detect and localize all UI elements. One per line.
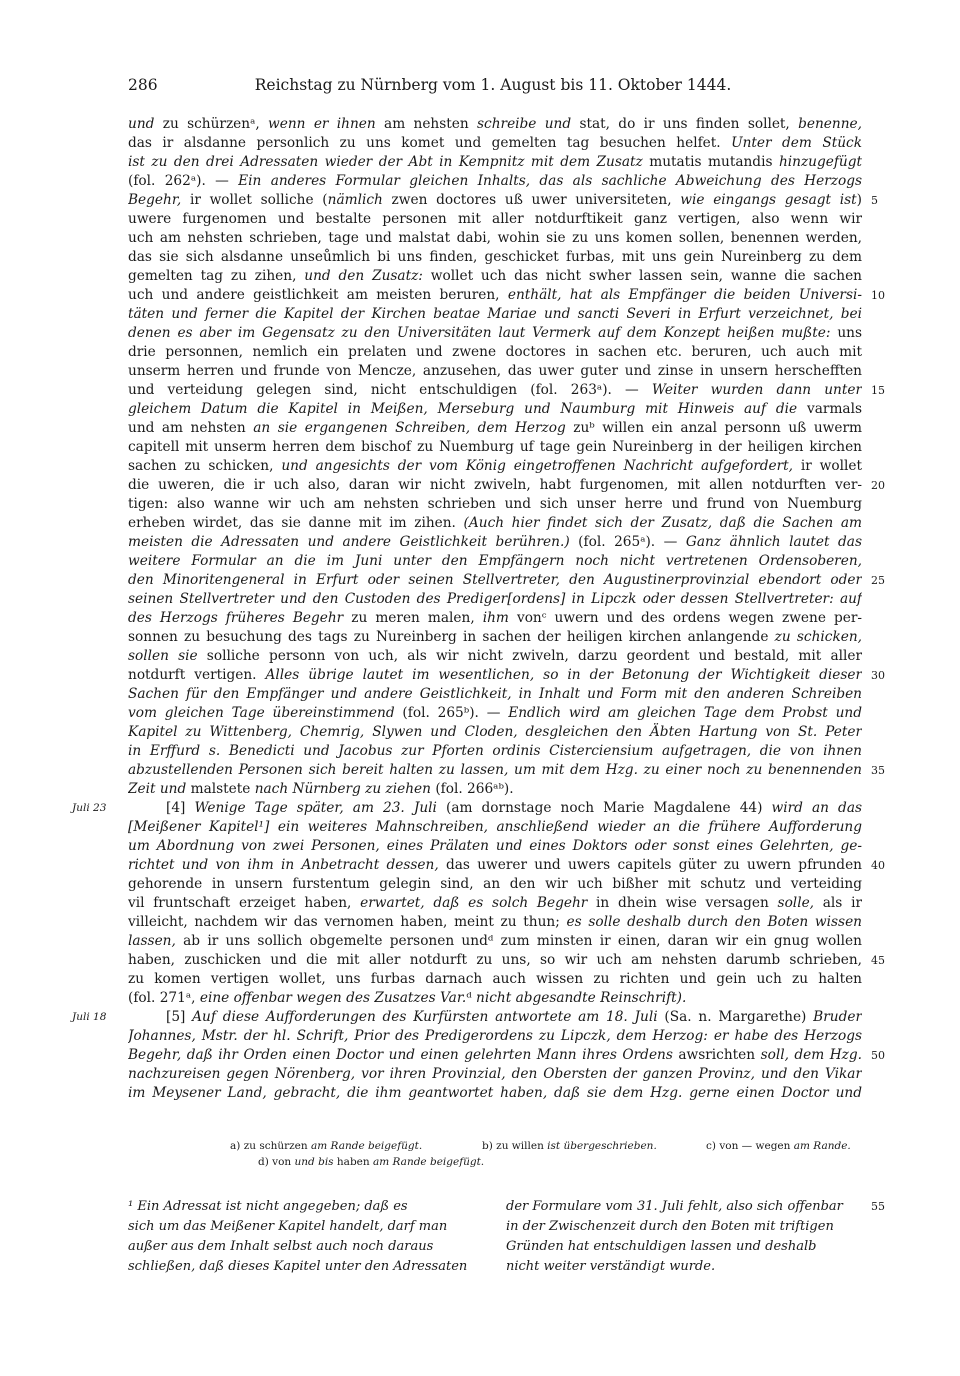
text-run: eine offenbar wegen des Zusatzes Var. <box>199 990 467 1006</box>
text-run: ᶜ <box>541 610 547 626</box>
text-run: vil fruntschaft erzeiget haben, <box>128 895 361 911</box>
text-line <box>128 818 862 837</box>
text-line <box>128 495 862 514</box>
text-run: des Herzogs früheres Begehr <box>128 610 344 626</box>
text-run: enthält, hat als Empfänger die beiden Universi- <box>507 287 862 303</box>
text-run: tigen: also wanne wir uch am nehsten schrieben und sich unser herre und frund von Nuemburg <box>128 496 862 512</box>
footnote-line: schließen, daß dieses Kapitel unter den Adressaten <box>128 1259 468 1274</box>
text-line <box>128 533 862 552</box>
text-line <box>128 172 862 191</box>
text-run: meisten die Adressaten und andere Geistlichkeit berühren.) <box>128 534 570 550</box>
text-line <box>128 590 862 609</box>
text-run: zwen doctores uß uwer universiteten, <box>382 192 681 208</box>
text-run: mutatis mutandis <box>642 154 779 170</box>
text-run: und am nehsten <box>128 420 254 436</box>
footnote-line: sich um das Meißener Kapitel handelt, darf man <box>128 1219 448 1234</box>
text-run: nicht abgesandte Reinschrift). <box>471 990 687 1006</box>
line-number: 30 <box>871 669 885 682</box>
text-run: zu <box>565 420 590 436</box>
text-line <box>128 723 862 742</box>
apparatus-note-a <box>230 1140 422 1152</box>
text-run: willen ein anzal personn uß uwerm <box>594 420 862 436</box>
text-line <box>128 799 862 818</box>
text-line <box>128 476 862 495</box>
footnote-line: in der Zwischenzeit durch den Boten mit triftigen <box>506 1219 834 1234</box>
text-line <box>128 286 862 305</box>
text-run: sachen zu schicken, <box>128 458 282 474</box>
text-line <box>128 685 862 704</box>
text-line <box>128 115 862 134</box>
text-line <box>128 381 862 400</box>
text-line <box>128 913 862 932</box>
text-run: Ein anderes Formular gleichen Inhalts, das als sachliche Abweichung des Herzogs <box>238 173 862 189</box>
text-run: zu schicken, <box>774 629 862 645</box>
apparatus-note-c <box>706 1140 851 1152</box>
text-line <box>128 1008 862 1027</box>
running-header <box>128 76 858 98</box>
text-line <box>128 932 862 951</box>
apparatus-note-d <box>258 1156 484 1168</box>
line-number: 15 <box>871 384 885 397</box>
text-run: Kapitel zu Wittenberg, Chemrig, Slywen und Cloden, desgleichen den Äbten Hartung von St. Peter <box>128 724 862 740</box>
text-run: (am dornstage noch Marie Magdalene 44) <box>436 800 772 816</box>
text-line <box>128 1027 862 1046</box>
text-run: weitere Formular an die im Juni unter den Empfängern noch nicht vertretenen Ordensoberen, <box>128 553 862 569</box>
text-line <box>128 457 862 476</box>
apparatus-note-b <box>482 1140 657 1152</box>
text-run: erheben wirdet, das sie danne mit im zihen. <box>128 515 464 531</box>
main-text <box>128 115 862 1103</box>
margin-date: Juli 23 <box>72 802 107 814</box>
footnote-line: ¹ Ein Adressat ist nicht angegeben; daß es <box>128 1199 408 1214</box>
text-line <box>128 400 862 419</box>
footnote-line: der Formulare vom 31. Juli fehlt, also sich offenbar <box>506 1199 843 1214</box>
margin-date: Juli 18 <box>72 1011 107 1023</box>
text-line <box>128 989 862 1008</box>
text-run: Auf diese Aufforderungen des Kurfürsten antwortete am 18. Juli <box>192 1009 658 1025</box>
text-run: schreibe und <box>477 116 572 132</box>
text-run: das uwerer und uwers capitels güter zu uwern pfrunden <box>438 857 862 873</box>
text-run: von <box>508 610 542 626</box>
footnote-line: nicht weiter verständigt wurde. <box>506 1259 716 1274</box>
text-run: zu meren malen, <box>343 610 483 626</box>
text-run: nachzureisen gegen Nörenberg, vor ihren Provinzial, den Obersten der ganzen Provinz, und den Vikar <box>128 1066 862 1082</box>
text-run: und verteidung gelegen sind, nicht entschuldigen (fol. 263ᵃ). — <box>128 382 652 398</box>
text-run: und angesichts der vom König eingetroffenen Nachricht aufgefordert, <box>281 458 794 474</box>
text-run: , <box>255 116 269 132</box>
line-number: 25 <box>871 574 885 587</box>
text-run: ist übergeschrieben. <box>547 1140 657 1152</box>
text-run: a) zu schürzen <box>230 1140 311 1152</box>
text-run: in Erffurd s. Benedicti und Jacobus zur Pforten ordinis Cisterciensium aufgetragen, die von ihnen <box>128 743 862 759</box>
text-run: vom gleichen Tage übereinstimmend <box>128 705 395 721</box>
text-run: stat, do ir uns finden sollet, <box>571 116 799 132</box>
text-run: Bruder <box>813 1009 862 1025</box>
text-run: (fol. 266ᵃᵇ). <box>430 781 514 797</box>
text-run: richtet und von ihm in Anbetracht dessen, <box>128 857 439 873</box>
text-line <box>128 343 862 362</box>
text-run: ab ir uns sollich obgemelte personen und <box>175 933 488 949</box>
text-run: den Minoritengeneral in Erfurt oder seinen Stellvertreter, den Augustinerprovinzial ebendort oder <box>128 572 862 588</box>
text-line <box>128 552 862 571</box>
text-run: Begehr, daß ihr Orden einen Doctor und einen gelehrten Mann ihres Ordens <box>128 1047 673 1063</box>
text-line <box>128 951 862 970</box>
text-run: [5] <box>166 1009 193 1025</box>
text-line <box>128 837 862 856</box>
text-run: ihm <box>482 610 509 626</box>
text-run: täten und ferner die Kapitel der Kirchen beatae Mariae und sancti Severi in Erfurt verzeichnet, bei <box>128 306 862 322</box>
footnote-left-column <box>128 1197 486 1277</box>
text-line <box>128 894 862 913</box>
line-number: 20 <box>871 479 885 492</box>
text-line <box>128 742 862 761</box>
text-line <box>128 324 862 343</box>
text-run: notdurft vertigen. <box>128 667 266 683</box>
text-run: hinzugefügt <box>778 154 862 170</box>
line-number: 35 <box>871 764 885 777</box>
text-run: gleichem Datum die Kapitel in Meißen, Merseburg und Naumburg mit Hinweis auf die <box>128 401 798 417</box>
text-run: gemelten tag zu zihen, <box>128 268 305 284</box>
text-run: Weiter wurden dann unter <box>651 382 862 398</box>
text-line <box>128 970 862 989</box>
text-line <box>128 191 862 210</box>
text-line <box>128 761 862 780</box>
text-run: am Rande beigefügt. <box>311 1140 423 1152</box>
running-title: Reichstag zu Nürnberg vom 1. August bis 11. Oktober 1444. <box>254 76 732 94</box>
text-run: [4] <box>166 800 195 816</box>
text-run: in dhein wise versagen <box>587 895 778 911</box>
text-line <box>128 647 862 666</box>
text-run: (fol. 265ᵇ). — <box>394 705 509 721</box>
text-line <box>128 305 862 324</box>
text-run: haben <box>333 1156 373 1168</box>
text-line <box>128 666 862 685</box>
text-run: das sie sich alsdanne unseůmlich bi uns finden, geschicket furbas, mit uns gein Nureinberg zu dem <box>128 249 862 265</box>
text-line <box>128 780 862 799</box>
text-run: c) von — wegen <box>706 1140 794 1152</box>
text-run: ist zu den drei Adressaten wieder der Abt in Kempnitz mit dem Zusatz <box>128 154 643 170</box>
text-run: ᵈ <box>487 933 494 949</box>
text-run: an sie ergangenen Schreiben, dem Herzog <box>253 420 566 436</box>
text-run: soll, dem Hzg. <box>760 1047 862 1063</box>
text-run: uwere furgenomen und bestalte personen mit aller notdurftikeit ganz vertigen, also wenn wir <box>128 211 862 227</box>
footnote-line: außer aus dem Inhalt selbst auch noch daraus <box>128 1239 434 1254</box>
text-run: nämlich <box>327 192 383 208</box>
text-run: ᵇ <box>589 420 595 436</box>
text-run: das ir alsdanne personlich zu uns komet und gemelten tag besuchen helfet. <box>128 135 732 151</box>
text-run: am Rande. <box>793 1140 851 1152</box>
text-run: Zeit und <box>128 781 187 797</box>
text-run: varmals <box>797 401 862 417</box>
text-run: Endlich wird am gleichen Tage dem Probst und <box>508 705 862 721</box>
text-run: zu komen vertigen wollet, uns furbas darnach auch wissen zu richten und gein uch zu halten <box>128 971 862 987</box>
text-run: b) zu willen <box>482 1140 548 1152</box>
text-run: benenne, <box>798 116 862 132</box>
text-run: Begehr, <box>128 192 182 208</box>
text-run: gehorende in unsern furstentum gelegin sind, an den wir uch bißher mit schutz und verteiding <box>128 876 862 892</box>
text-run: uch und andere geistlichkeit am meisten beruren, <box>128 287 508 303</box>
text-run: abzustellenden Personen sich bereit halten zu lassen, um mit dem Hzg. zu einer noch zu benennenden <box>128 762 862 778</box>
text-line <box>128 134 862 153</box>
text-line <box>128 628 862 647</box>
line-number: 45 <box>871 954 885 967</box>
line-number: 40 <box>871 859 885 872</box>
text-run: ᵃ <box>250 116 256 132</box>
text-run: sonnen zu besuchung des tags zu Nureinberg in sachen der heiligen kirchen anlangende <box>128 629 775 645</box>
text-line <box>128 1046 862 1065</box>
text-run: solliche personn von uch, als wir nicht zwiveln, darzu geordent und bestald, mit aller <box>197 648 862 664</box>
text-line <box>128 1065 862 1084</box>
text-run: im Meysener Land, gebracht, die ihm geantwortet haben, daß sie dem Hzg. gerne einen Doctor und <box>128 1085 862 1101</box>
text-run: uns <box>830 325 862 341</box>
text-run: Johannes, Mstr. der hl. Schrift, Prior des Predigerordens zu Lipczk, dem Herzog: er habe des Herzogs <box>128 1028 862 1044</box>
text-run: und <box>128 116 155 132</box>
text-run: am nehsten <box>375 116 478 132</box>
text-line <box>128 419 862 438</box>
footnote-line: Gründen hat entschuldigen lassen und deshalb <box>506 1239 817 1254</box>
text-run: wenn er ihnen <box>268 116 376 132</box>
text-run: Unter dem Stück <box>731 135 862 151</box>
line-number: 5 <box>871 194 878 207</box>
text-run: nach Nürnberg zu ziehen <box>254 781 431 797</box>
footnote-line-number: 55 <box>871 1200 885 1213</box>
text-line <box>128 609 862 628</box>
text-run: als ir <box>814 895 862 911</box>
text-run: erwartet, daß es solch Begehr <box>360 895 588 911</box>
text-run: seinen Stellvertreter und den Custoden des Prediger[ordens] in Lipczk oder dessen Stellvertreter: auf <box>128 591 862 607</box>
text-line <box>128 875 862 894</box>
text-run: ) <box>856 192 862 208</box>
text-run: (Auch hier findet sich der Zusatz, daß die Sachen am <box>463 515 862 531</box>
text-line <box>128 210 862 229</box>
text-run: denen es aber im Gegensatz zu den Universitäten laut Vermerk auf dem Konzept heißen mußte: <box>128 325 831 341</box>
text-run: am Rande beigefügt. <box>372 1156 485 1168</box>
text-run: awsrichten <box>672 1047 761 1063</box>
text-line <box>128 229 862 248</box>
text-run: (Sa. n. Margarethe) <box>657 1009 814 1025</box>
text-run: (fol. 271ᵃ, <box>128 990 200 1006</box>
text-run: Sachen für den Empfänger und andere Geistlichkeit, in Inhalt und Form mit den anderen Schreiben <box>128 686 862 702</box>
text-run: Ganz ähnlich lautet das <box>685 534 862 550</box>
text-line <box>128 248 862 267</box>
text-run: malstete <box>186 781 255 797</box>
text-line <box>128 571 862 590</box>
text-run: capitell mit unserm herren dem bischof zu Nuemburg uf tage gein Nureinberg in der heiligen kirchen <box>128 439 862 455</box>
text-run: ᵈ <box>466 990 472 1006</box>
text-run: sollen sie <box>128 648 198 664</box>
text-run: lassen, <box>128 933 176 949</box>
page-number: 286 <box>128 76 158 94</box>
text-run: zu schürzen <box>154 116 251 132</box>
text-run: (fol. 262ᵃ). — <box>128 173 239 189</box>
text-run: die uweren, die ir uch also, daran wir nicht zwiveln, habt furgenomen, mit allen notdurften ver- <box>128 477 862 493</box>
text-run: uch am nehsten schrieben, tage und malstat dabi, wohin sie zu uns komen sollen, benennen werden, <box>128 230 862 246</box>
text-run: wie eingangs gesagt ist <box>680 192 857 208</box>
line-number: 10 <box>871 289 885 302</box>
text-run: und den Zusatz: <box>304 268 423 284</box>
text-run: (fol. 265ᵃ). — <box>569 534 686 550</box>
text-run: [Meißener Kapitel¹] ein weiteres Mahnschreiben, anschließend wieder an die frühere Aufforderung <box>128 819 862 835</box>
text-run: es solle deshalb durch den Boten wissen <box>566 914 862 930</box>
text-run: und bis <box>294 1156 334 1168</box>
text-line <box>128 856 862 875</box>
text-run: haben, zuschicken und die mit aller notdurft zu uns, so wir uch am nehsten darumb schrieben, <box>128 952 862 968</box>
text-line <box>128 704 862 723</box>
text-run: wollet uch das nicht swher lassen sein, wanne die sachen <box>422 268 862 284</box>
text-line <box>128 153 862 172</box>
text-run: Wenige Tage später, am 23. Juli <box>194 800 437 816</box>
text-run: uwern und des ordens wegen zwene per- <box>546 610 862 626</box>
text-run: um Abordnung von zwei Personen, eines Prälaten und eines Doktors oder sonst eines Gelehrten, ge- <box>128 838 862 854</box>
text-line <box>128 438 862 457</box>
text-run: solle, <box>777 895 815 911</box>
text-run: ir wollet solliche ( <box>181 192 328 208</box>
text-run: drie personnen, nemlich ein prelaten und zwene doctores in sachen etc. beruren, uch auch mit <box>128 344 862 360</box>
text-run: Alles übrige lautet im wesentlichen, so in der Betonung der Wichtigkeit dieser <box>265 667 862 683</box>
text-line <box>128 362 862 381</box>
text-line <box>128 514 862 533</box>
text-run: zum minsten ir einen, daran wir ein gnug wollen <box>493 933 862 949</box>
text-run: wird an das <box>771 800 862 816</box>
text-line <box>128 267 862 286</box>
text-run: unserm herren und frunde von Mencze, anzusehen, das uwer guter und zinse in unsern herschefften <box>128 363 862 379</box>
line-number: 50 <box>871 1049 885 1062</box>
text-run: d) von <box>258 1156 295 1168</box>
text-run: villeicht, nachdem wir das vernomen haben, meint zu thun; <box>128 914 567 930</box>
footnote-right-column <box>506 1197 862 1277</box>
text-run: ir wollet <box>793 458 862 474</box>
text-line <box>128 1084 862 1103</box>
